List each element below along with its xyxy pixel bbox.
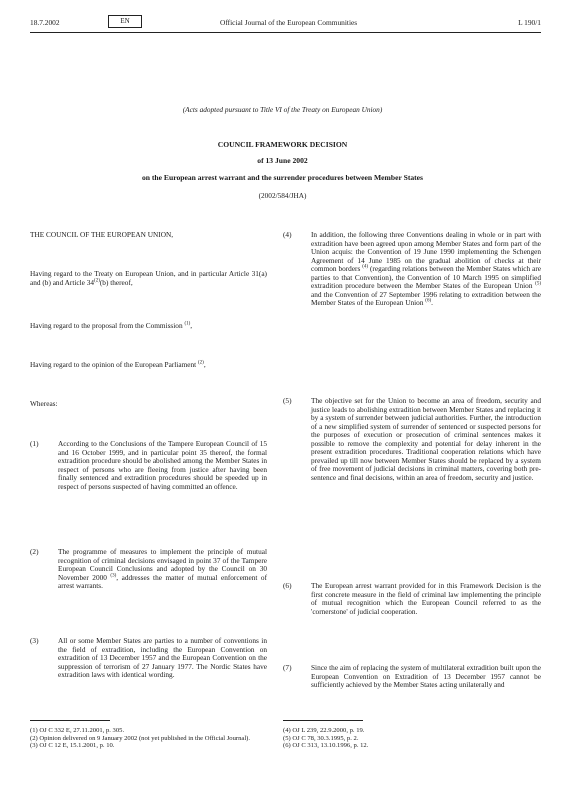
recital-text: In addition, the following three Conventions dealing in whole or in part with extradition have been agreed upon among Member States and form part of the Union acquis: the Convention of 19 June 1990 implementing the Schengen Agreement of 14 June 1985 on the gradual abolition of checks at their common borders $^{(4)}$ (regarding relations between the Member States which are parties to that Convention), the Convention of 10 March 1995 on simplified extradition procedure between the Member States of the European Union $^{(5)}$ and the Convention of 27 September 1996 relating to extradition between the Member States of the European Union $^{(6)}$. (311, 230, 541, 307)
recital-number: (4) (283, 230, 292, 239)
header-date: 18.7.2002 (30, 18, 60, 27)
footnote-4: (4) OJ L 239, 22.9.2000, p. 19. (283, 727, 365, 734)
left-column (30, 0, 267, 800)
footnotes-right (283, 727, 541, 750)
footnote-5: (5) OJ C 78, 30.3.1995, p. 2. (283, 734, 359, 742)
recital-number: (6) (283, 581, 292, 590)
decision-date: of 13 June 2002 (257, 156, 308, 165)
decision-title: COUNCIL FRAMEWORK DECISION (217, 140, 348, 149)
right-column (283, 0, 541, 800)
recital-text: According to the Conclusions of the Tampere European Council of 15 and 16 October 1999, and in particular point 35 thereof, the formal extradition procedure should be abolished among the Member States in respect of persons who are fleeing from justice after having been finally sentenced and extradition procedures should be speeded up in respect of persons suspected of having committed an offence. (58, 439, 267, 491)
recital-number: (5) (283, 396, 292, 405)
footnote-1: (1) OJ C 332 E, 27.11.2001, p. 305. (30, 727, 125, 734)
whereas-line: Whereas: (30, 399, 58, 408)
regard-parliament: Having regard to the opinion of the European Parliament $^{(2)}$, (30, 360, 206, 369)
acts-line: (Acts adopted pursuant to Title VI of the Treaty on European Union) (182, 105, 383, 114)
recital-text: The objective set for the Union to become an area of freedom, security and justice leads to abolishing extradition between Member States and replacing it by a system of surrender between judicial authorities. Further, the introduction of a new simplified system of surrender of sentenced or suspected persons for the purposes of execution or prosecution of criminal sentences makes it possible to remove the complexity and potential for delay inherent in the present extradition procedures. Traditional cooperation relations which have prevailed up till now between Member States should be replaced by a system of free movement of judicial decisions in criminal matters, covering both pre-sentence and final decisions, within an area of freedom, security and justice. (311, 396, 541, 482)
journal-title: Official Journal of the European Communities (220, 18, 358, 27)
recital-number: (7) (283, 663, 292, 672)
footnote-3: (3) OJ C 12 E, 15.1.2001, p. 10. (30, 742, 115, 750)
recital-text: The programme of measures to implement the principle of mutual recognition of criminal decisions envisaged in point 37 of the Tampere European Council Conclusions and adopted by the Council on 30 November 2000 $^{(3)}$, addresses the matter of mutual enforcement of arrest warrants. (58, 547, 267, 590)
decision-reference: (2002/584/JHA) (258, 191, 307, 200)
recital-number: (2) (30, 547, 39, 556)
footnotes-left (30, 727, 267, 750)
regard-commission: Having regard to the proposal from the Commission $^{(1)}$, (30, 321, 193, 330)
recital-number: (1) (30, 439, 39, 448)
recital-text: All or some Member States are parties to a number of conventions in the field of extradition, including the European Convention on extradition of 13 December 1957 and the European Convention on the suppression of terrorism of 27 January 1977. The Nordic States have extradition laws with identical wording. (58, 636, 267, 679)
decision-subject: on the European arrest warrant and the surrender procedures between Member States (141, 173, 424, 182)
footnote-rule-left (30, 720, 110, 721)
recital-text: Since the aim of replacing the system of multilateral extradition built upon the European Convention on Extradition of 13 December 1957 cannot be sufficiently achieved by the Member States acting unilaterally and (311, 663, 541, 689)
page-number: L 190/1 (518, 18, 541, 27)
footnote-6: (6) OJ C 313, 13.10.1996, p. 12. (283, 742, 369, 750)
recital-number: (3) (30, 636, 39, 645)
council-line: THE COUNCIL OF THE EUROPEAN UNION, (30, 230, 174, 239)
recital-text: The European arrest warrant provided for in this Framework Decision is the first concrete measure in the field of criminal law implementing the principle of mutual recognition which the European Council referred to as the 'cornerstone' of judicial cooperation. (311, 581, 541, 616)
footnote-rule-right (283, 720, 363, 721)
language-box: EN (108, 15, 142, 28)
footnote-2: (2) Opinion delivered on 9 January 2002 (not yet published in the Official Journal). (30, 734, 251, 742)
regard-treaty: Having regard to the Treaty on European Union, and in particular Article 31(a) and (b) and Article 34$^{(2)}$(b) thereof, (30, 269, 267, 287)
